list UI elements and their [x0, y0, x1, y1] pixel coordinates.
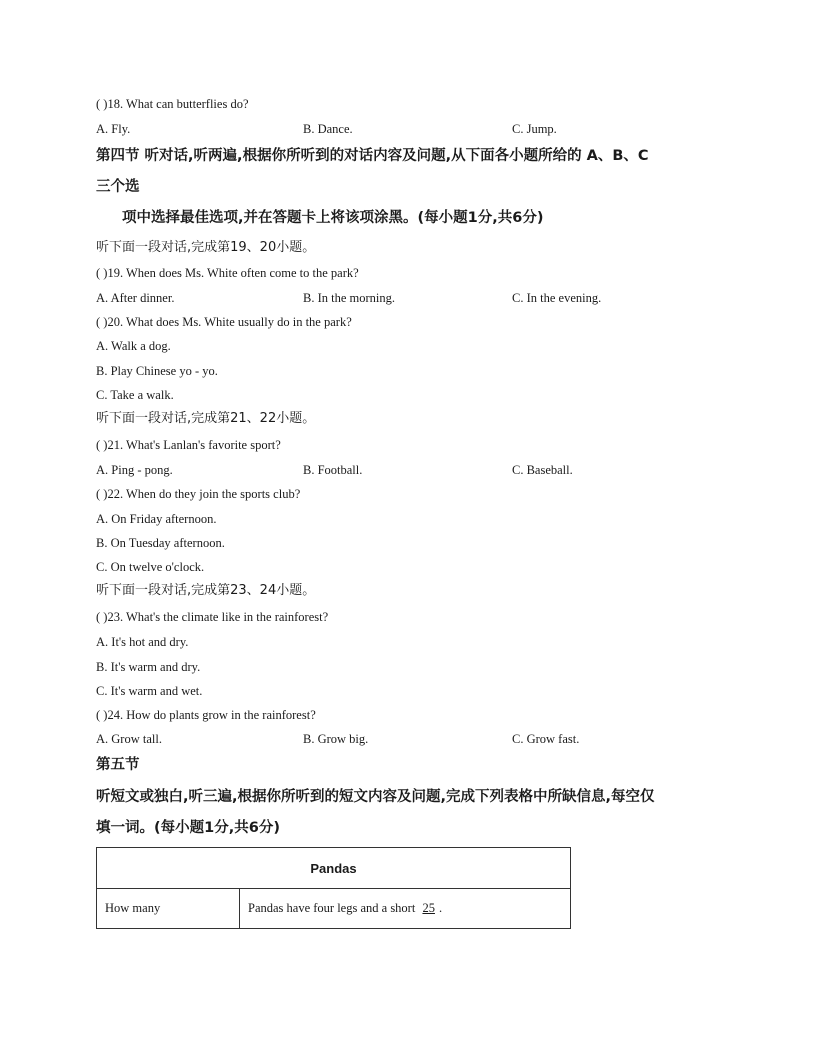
option-b: B. It's warm and dry. [96, 660, 201, 674]
question-19: ( )19. When does Ms. White often come to the park? [96, 266, 359, 280]
section-4-heading: 第四节 听对话,听两遍,根据你所听到的对话内容及问题,从下面各小题所给的 A、B、C [96, 148, 649, 164]
option-b: B. On Tuesday afternoon. [96, 536, 225, 550]
section-5-heading-line2: 填一词。(每小题1分,共6分) [96, 820, 280, 836]
option-c: C. In the evening. [512, 291, 602, 305]
section-4-heading-line2: 三个选 [96, 179, 140, 195]
answer-blank[interactable]: 25 [422, 901, 435, 915]
question-24: ( )24. How do plants grow in the rainforest? [96, 708, 316, 722]
section-5-title: 第五节 [96, 757, 140, 773]
question-22: ( )22. When do they join the sports club? [96, 487, 301, 501]
option-a: A. After dinner. [96, 291, 175, 305]
pandas-table [96, 847, 571, 929]
option-a: A. On Friday afternoon. [96, 512, 217, 526]
option-c: C. It's warm and wet. [96, 684, 203, 698]
option-c: C. Take a walk. [96, 388, 174, 402]
question-18: ( )18. What can butterflies do? [96, 97, 249, 111]
dialog-1-intro: 听下面一段对话,完成第19、20小题。 [96, 240, 316, 255]
option-a: A. Ping - pong. [96, 463, 173, 477]
option-a: A. Grow tall. [96, 732, 162, 746]
dialog-2-intro: 听下面一段对话,完成第21、22小题。 [96, 411, 316, 426]
option-a: A. Fly. [96, 122, 131, 136]
option-b: B. Play Chinese yo - yo. [96, 364, 218, 378]
option-b: B. Grow big. [303, 732, 369, 746]
question-21: ( )21. What's Lanlan's favorite sport? [96, 438, 281, 452]
row-content [240, 889, 571, 929]
option-c: C. Jump. [512, 122, 557, 136]
table-title: Pandas [97, 848, 571, 889]
row-end: . [438, 901, 443, 915]
dialog-3-intro: 听下面一段对话,完成第23、24小题。 [96, 583, 316, 598]
question-20: ( )20. What does Ms. White usually do in the park? [96, 315, 352, 329]
option-b: B. Football. [303, 463, 363, 477]
row-label: How many [97, 889, 240, 929]
question-23: ( )23. What's the climate like in the rainforest? [96, 610, 329, 624]
option-b: B. In the morning. [303, 291, 396, 305]
option-c: C. Grow fast. [512, 732, 580, 746]
option-c: C. On twelve o'clock. [96, 560, 205, 574]
section-4-heading-line3: 项中选择最佳选项,并在答题卡上将该项涂黑。(每小题1分,共6分) [122, 210, 544, 226]
option-a: A. It's hot and dry. [96, 635, 189, 649]
section-5-heading: 听短文或独白,听三遍,根据你所听到的短文内容及问题,完成下列表格中所缺信息,每空仅 [96, 789, 655, 805]
table-row [97, 889, 571, 929]
row-text: Pandas have four legs and a short [248, 901, 416, 915]
option-a: A. Walk a dog. [96, 339, 171, 353]
option-b: B. Dance. [303, 122, 353, 136]
option-c: C. Baseball. [512, 463, 573, 477]
